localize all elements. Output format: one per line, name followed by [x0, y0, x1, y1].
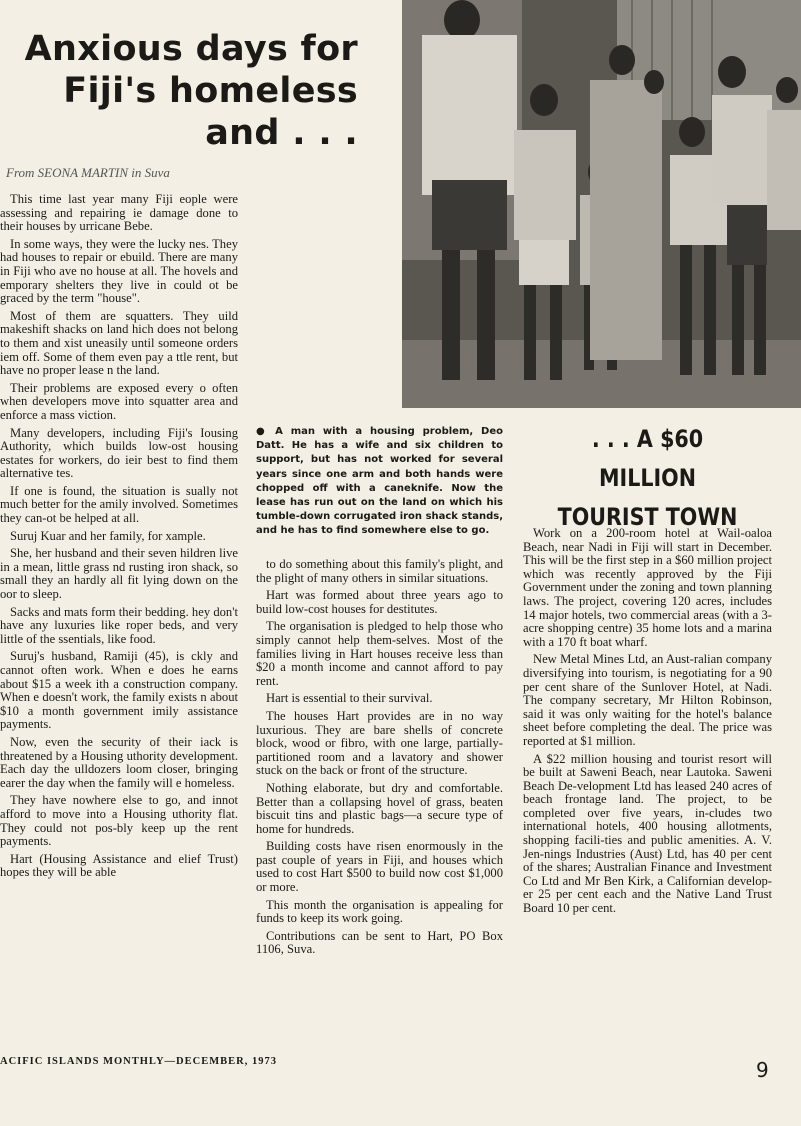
- paragraph: Nothing elaborate, but dry and comfortable. Better than a collapsing hovel of grass, beaten biscuit tins and plastic bags—a secure type of home for hundreds.: [256, 780, 503, 836]
- tourist-headline-line-2: TOURIST TOWN: [557, 503, 738, 531]
- paragraph: Now, even the security of their iack is threatened by a Housing uthority development. Each day the ulldozers loom closer, bringing earer the day when the family will e homeless.: [0, 734, 238, 790]
- article-column-1: [0, 193, 238, 1053]
- paragraph: A $22 million housing and tourist resort will be built at Saweni Beach, near Lautoka. Saweni Beach De-velopment Ltd has leased 240 acres of beach frontage land. The project, to be completed over five years, in-cludes two international hotels, 400 housing allotments, shopping facili-ties and public amenities. A. V. Jen-nings Industries (Aust) Ltd, has 40 per cent of the shares; Australian Finance and Investment Co Ltd and Mr Ben Kirk, a Californian develop-er 25 per cent each and the Native Land Trust Board 10 per cent.: [523, 751, 772, 916]
- paragraph: This month the organisation is appealing for funds to keep its work going.: [256, 897, 503, 926]
- paragraph: Hart (Housing Assistance and elief Trust) hopes they will be able: [0, 851, 238, 880]
- photo-caption: [256, 425, 503, 539]
- paragraph: In some ways, they were the lucky nes. They had houses to repair or ebuild. There are many in Fiji who ave no house at all. The hovels and emporary shelters they live in could ot be graced by the term "house".: [0, 236, 238, 306]
- article-headline: [8, 28, 358, 154]
- paragraph: They have nowhere else to go, and innot afford to move into a Housing uthority flat. They could not pos-bly keep up the rent payments.: [0, 793, 238, 849]
- tourist-headline-line-1: . . . A $60 MILLION: [591, 425, 704, 492]
- paragraph: Building costs have risen enormously in the past couple of years in Fiji, and houses which used to cost Hart $500 to build now cost $1,000 or more.: [256, 839, 503, 895]
- paragraph: She, her husband and their seven hildren live in a mean, little grass nd rusting iron shack, so small they an hardly all fit lying down on the oor to sleep.: [0, 546, 238, 602]
- page-number: 9: [756, 1058, 769, 1082]
- paragraph: If one is found, the situation is sually not much better for the amily involved. Sometimes they can-ot be helped at all.: [0, 483, 238, 526]
- paragraph: Many developers, including Fiji's Iousing Authority, which builds low-ost housing estates for workers, do ieir best to find them alternative tes.: [0, 425, 238, 481]
- paragraph: Hart is essential to their survival.: [266, 691, 433, 706]
- headline-line-1: Anxious days for: [24, 29, 358, 69]
- bullet-icon: ●: [256, 426, 270, 437]
- family-photo: [402, 0, 801, 408]
- article-column-3: [523, 527, 772, 1047]
- paragraph: The houses Hart provides are in no way luxurious. They are bare shells of concrete block, wood or fibro, with one large, partially-partitioned room and a lavatory and shower stuck on the back or front of the structure.: [256, 708, 503, 778]
- paragraph: Sacks and mats form their bedding. hey don't have any luxuries like roper beds, and very little of the ssentials, like food.: [0, 604, 238, 646]
- headline-line-3: and . . .: [205, 113, 358, 153]
- family-photo-illustration: [402, 0, 801, 408]
- paragraph: Suruj Kuar and her family, for xample.: [10, 528, 206, 543]
- paragraph: The organisation is pledged to help those who simply cannot help them-selves. Most of the families living in Hart houses receive less than $20 a month income and cannot afford to pay rent.: [256, 619, 503, 688]
- photo-caption-text: A man with a housing problem, Deo Datt. He has a wife and six children to support, but has not worked for several years since one arm and both hands were chopped off with a caneknife. Now the lease has run out on the land on which his tumble-down corrugated iron shack stands, and he has to find somewhere else to go.: [256, 426, 503, 537]
- page-footer: ACIFIC ISLANDS MONTHLY—DECEMBER, 1973: [0, 1056, 277, 1067]
- paragraph: Work on a 200-room hotel at Wail-oaloa Beach, near Nadi in Fiji will start in December. This will be the first step in a $60 million project which was recently approved by the Fiji Government under the zoning and town planning laws. The project, covering 120 acres, includes 14 major hotels, two commercial areas (with a 3-acre shopping centre) 35 home lots and a marina with a 170 ft boat wharf.: [523, 527, 772, 649]
- paragraph: Most of them are squatters. They uild makeshift shacks on land hich does not belong to them and xist uneasily until someone orders iem off. Some of them even pay a ttle rent, but have no proper lease n the land.: [0, 308, 238, 378]
- article-column-2: [256, 558, 503, 1048]
- paragraph: Suruj's husband, Ramiji (45), is ckly and cannot often work. When e does he earns about $15 a week ith a construction company. When e doesn't work, the family exists n about $10 a month government imily assistance payments.: [0, 649, 238, 732]
- paragraph: Contributions can be sent to Hart, PO Box 1106, Suva.: [256, 928, 503, 957]
- byline: From SEONA MARTIN in Suva: [6, 165, 170, 180]
- tourist-town-headline: [540, 420, 754, 537]
- headline-line-2: Fiji's homeless: [63, 71, 358, 111]
- paragraph: Their problems are exposed every o often when developers move into squatter area and enforce a mass viction.: [0, 380, 238, 422]
- paragraph: to do something about this family's plight, and the plight of many others in similar situations.: [256, 558, 503, 585]
- paragraph: New Metal Mines Ltd, an Aust-ralian company diversifying into tourism, is negotiating for a 90 per cent share of the Sunlover Hotel, at Nadi. The company secretary, Mr Hilton Robinson, said it was only waiting for the hotel's balance sheet before completing the deal. The price was reported at $1 million.: [523, 652, 772, 748]
- paragraph: This time last year many Fiji eople were assessing and repairing ie damage done to their houses by urricane Bebe.: [0, 193, 238, 234]
- paragraph: Hart was formed about three years ago to build low-cost houses for destitutes.: [256, 588, 503, 616]
